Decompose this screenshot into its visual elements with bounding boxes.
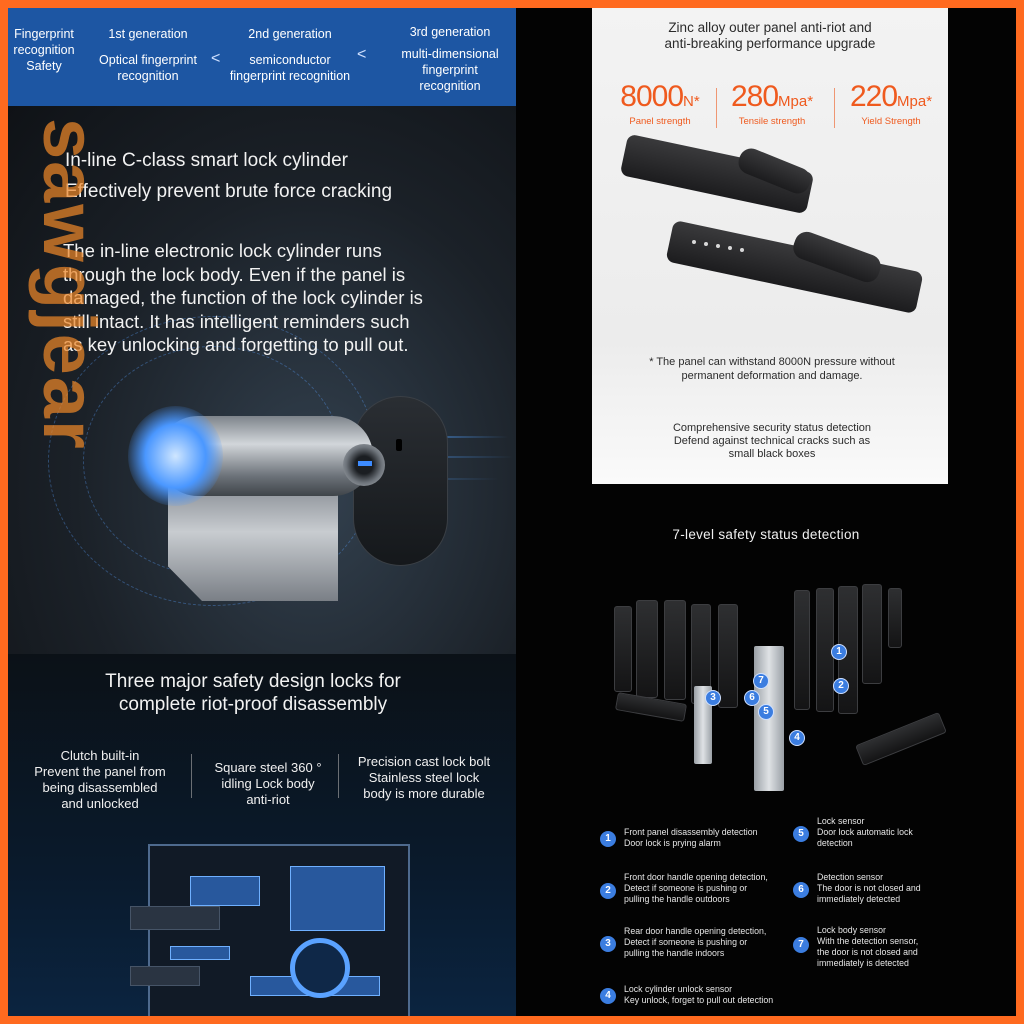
mortise-highlight [170,946,230,960]
stat-tensile-strength [722,80,822,127]
cylinder-title-line2: Effectively prevent brute force cracking [65,181,393,202]
front-handle-part [855,712,947,766]
diagram-marker-6: 6 [744,690,760,706]
legend-line: Key unlock, forget to pull out detection [624,995,774,1005]
exploded-lock-diagram [606,578,936,788]
legend-number-badge: 7 [793,937,809,953]
fp-gen2-line1: semiconductor [249,53,331,67]
square-steel-feature [198,760,338,808]
fp-gen3-line3: recognition [419,79,481,93]
legend-text [817,872,957,905]
locks-title-line2: complete riot-proof disassembly [118,694,388,715]
fp-gen1-title: 1st generation [108,27,188,41]
legend-line: Rear door handle opening detection, [624,926,767,936]
clutch-line: being disassembled [42,780,158,795]
less-than-sign: < [211,50,221,67]
security-status-caption [622,422,922,461]
square-spindle-hub [290,938,350,998]
legend-text [624,827,774,849]
left-panel [8,8,516,1016]
fingerprint-gen3 [386,24,514,94]
fingerprint-gen1 [88,26,208,84]
cylinder-glow [128,406,223,506]
legend-line: the door is not closed and [817,947,918,957]
divider [338,754,339,798]
lock-bolt-feature [344,754,504,802]
fingerprint-generations-banner [8,8,516,106]
legend-line: Door lock automatic lock [817,827,913,837]
keypad-cover-part [888,588,902,648]
cylinder-cam-body [168,486,338,601]
less-than-sign: < [357,46,367,63]
foot-line: Defend against technical cracks such as [673,435,871,447]
legend-line: The door is not closed and [817,883,921,893]
panel-head-line2: anti-breaking performance upgrade [664,36,876,51]
cyl-desc-line: as key unlocking and forgetting to pull out. [63,334,409,355]
stat-label: Tensile strength [738,116,806,127]
legend-text [624,872,774,905]
legend-line: immediately is detected [817,958,909,968]
keypad-dot [704,242,708,246]
square-steel-line: Square steel 360 ° [214,760,322,775]
foot-line: small black boxes [728,448,816,460]
rear-panel-part [636,600,658,698]
legend-line: pulling the handle indoors [624,948,725,958]
rear-panel-part [664,600,686,700]
lock-body-mortise-image [148,844,410,1016]
stat-yield-strength [838,80,944,127]
keypad-dot [692,240,696,244]
fingerprint-gen2 [220,26,360,84]
stat-value: 8000 [620,80,684,113]
fp-gen3-title: 3rd generation [409,25,491,39]
cyl-desc-line: through the lock body. Even if the panel is [63,263,406,285]
divider [191,754,192,798]
stat-panel-strength [608,80,712,127]
mortise-highlight [190,876,260,906]
lock-bolt-line: Stainless steel lock [368,770,480,785]
rear-panel-part [718,604,738,708]
fp-c0-line3: Safety [26,59,62,73]
legend-number-badge: 4 [600,988,616,1004]
locks-title [48,670,458,716]
panel-head-line1: Zinc alloy outer panel anti-riot and [668,20,872,35]
fp-gen2-line2: fingerprint recognition [229,69,351,83]
foot-line: Comprehensive security status detection [672,422,872,434]
lock-bolt [130,906,220,930]
front-panel-part [862,584,882,684]
legend-number-badge: 1 [600,831,616,847]
square-steel-line: idling Lock body [221,776,315,791]
lock-bolt [130,966,200,986]
clutch-line: Prevent the panel from [34,764,166,779]
cyl-desc-line: damaged, the function of the lock cylinder is [63,287,423,308]
key-slot [358,461,372,466]
legend-text [817,925,957,969]
diagram-marker-5: 5 [758,704,774,720]
stat-label: Panel strength [629,116,691,127]
legend-number-badge: 5 [793,826,809,842]
legend-line: pulling the handle outdoors [624,894,730,904]
legend-line: Front panel disassembly detection [624,827,758,837]
diagram-marker-1: 1 [831,644,847,660]
lock-bolt-line: body is more durable [363,786,485,801]
smart-lock-keypad-panel-image [665,220,923,314]
stat-divider [716,88,717,128]
keypad-dot [728,246,732,250]
stat-unit: Mpa* [897,93,933,110]
fingerprint-safety-label [8,26,80,74]
fp-gen3-line1: multi-dimensional [401,47,499,61]
diagram-marker-7: 7 [753,673,769,689]
rear-panel-part [614,606,632,692]
legend-number-badge: 6 [793,882,809,898]
panel-strength-heading [592,20,948,52]
stat-value: 220 [849,80,898,113]
legend-line: Door lock is prying alarm [624,838,721,848]
legend-number-badge: 2 [600,883,616,899]
note-line: * The panel can withstand 8000N pressure without [649,356,895,368]
keypad-dot [740,248,744,252]
legend-line: detection [817,838,853,848]
mortise-highlight [290,866,385,931]
diagram-marker-3: 3 [705,690,721,706]
legend-text [624,926,774,959]
panel-pressure-note [622,355,922,383]
legend-line: Lock sensor [817,816,865,826]
legend-line: Detect if someone is pushing or [624,883,748,893]
clutch-line: and unlocked [61,796,139,811]
panel-strength-card [592,8,948,484]
cylinder-title-line1: In-line C-class smart lock cylinder [65,150,348,171]
stat-unit: N* [683,93,700,110]
plate-hole [396,439,402,451]
fp-c0-line1: Fingerprint [14,27,74,41]
lock-bolt-line: Precision cast lock bolt [357,754,491,769]
seven-level-title: 7-level safety status detection [672,527,860,542]
locks-title-line1: Three major safety design locks for [105,671,401,692]
legend-number-badge: 3 [600,936,616,952]
legend-line: Lock cylinder unlock sensor [624,984,733,994]
legend-line: Detect if someone is pushing or [624,937,748,947]
stat-unit: Mpa* [778,93,814,110]
diagram-marker-2: 2 [833,678,849,694]
fp-c0-line2: recognition [13,43,75,57]
legend-text [817,816,957,849]
fp-gen3-line2: fingerprint [422,63,478,77]
legend-line: Detection sensor [817,872,884,882]
stat-label: Yield Strength [861,116,921,127]
legend-line: Lock body sensor [817,925,886,935]
legend-line: Front door handle opening detection, [624,872,768,882]
keypad-dot [716,244,720,248]
legend-line: With the detection sensor, [817,936,919,946]
clutch-line: Clutch built-in [60,748,140,763]
note-line: permanent deformation and damage. [681,370,863,382]
stat-value: 280 [730,80,779,113]
cyl-desc-line: The in-line electronic lock cylinder runs [63,240,382,261]
right-panel [516,8,1016,1016]
legend-text [624,984,814,1006]
fp-gen1-line2: recognition [117,69,179,83]
cylinder-description [63,239,493,357]
stat-divider [834,88,835,128]
cyl-desc-line: still intact. It has intelligent reminders such [63,310,410,332]
diagram-marker-4: 4 [789,730,805,746]
legend-line: immediately detected [817,894,901,904]
front-panel-part [794,590,810,710]
fp-gen2-title: 2nd generation [248,27,332,41]
fp-gen1-line1: Optical fingerprint [99,53,197,67]
square-steel-line: anti-riot [246,792,290,807]
brand-watermark: sawgjear [28,118,111,451]
